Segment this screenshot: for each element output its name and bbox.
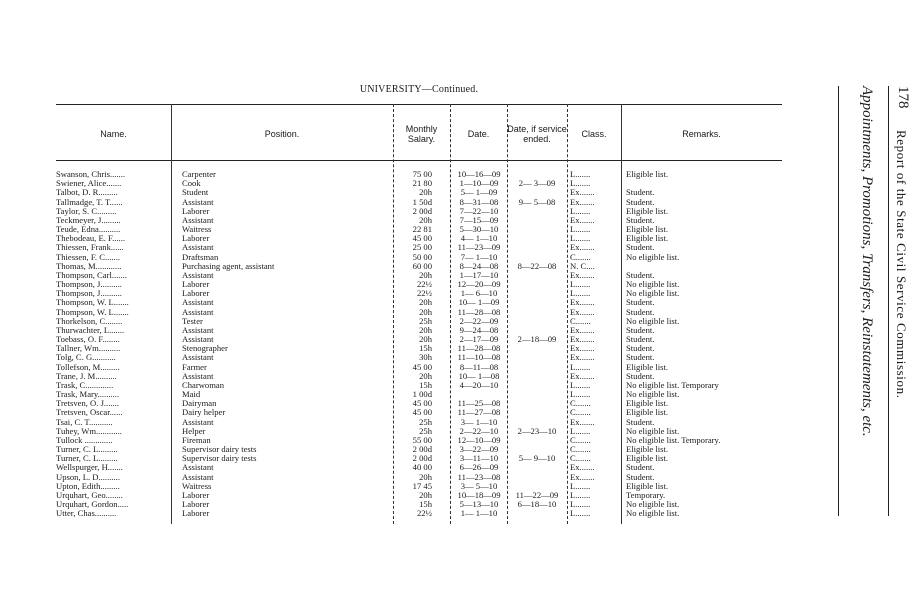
cell-date: 3— 1—10 bbox=[460, 417, 498, 427]
cell-salary: 22 81 bbox=[412, 225, 432, 235]
cell-name: Utter, Chas.......... bbox=[56, 509, 117, 519]
cell-salary: 20h bbox=[419, 298, 432, 308]
cell-remarks: Student. bbox=[626, 344, 655, 354]
cell-ended: 8—22—08 bbox=[517, 261, 557, 271]
cell-remarks: Student. bbox=[626, 463, 655, 473]
header-ended: Date, if service ended. bbox=[507, 124, 567, 144]
cell-remarks: Student. bbox=[626, 307, 655, 317]
cell-class: Ex....... bbox=[570, 353, 595, 363]
cell-class: L....... bbox=[570, 426, 591, 436]
cell-position: Assistant bbox=[182, 243, 214, 253]
cell-salary: 20h bbox=[419, 325, 432, 335]
cell-class: L....... bbox=[570, 362, 591, 372]
cell-class: C....... bbox=[570, 252, 591, 262]
cell-class: Ex....... bbox=[570, 197, 595, 207]
cell-name: Tolg, C. G........... bbox=[56, 353, 116, 363]
header-name: Name. bbox=[100, 129, 127, 139]
cell-name: Thompson, W. L....... bbox=[56, 298, 129, 308]
cell-class: L....... bbox=[570, 490, 591, 500]
cell-position: Maid bbox=[182, 390, 201, 400]
header-salary: Monthly Salary. bbox=[405, 124, 438, 144]
cell-position: Supervisor dairy tests bbox=[182, 454, 257, 464]
table-row bbox=[56, 500, 782, 509]
table-row bbox=[56, 317, 782, 326]
cell-position: Student bbox=[182, 188, 209, 198]
cell-class: L....... bbox=[570, 289, 591, 299]
cell-date: 3—22—09 bbox=[459, 445, 499, 455]
table-row bbox=[56, 335, 782, 344]
table-row bbox=[56, 179, 782, 188]
cell-salary: 50 00 bbox=[412, 252, 432, 262]
cell-class: Ex....... bbox=[570, 463, 595, 473]
cell-salary: 45 00 bbox=[412, 362, 432, 372]
cell-name: Tallner, Wm.......... bbox=[56, 344, 121, 354]
cell-remarks: No eligible list. bbox=[626, 390, 680, 400]
table-row bbox=[56, 216, 782, 225]
header-rule bbox=[838, 86, 839, 516]
cell-name: Wellspurger, H....... bbox=[56, 463, 123, 473]
cell-date: 1— 6—10 bbox=[460, 289, 498, 299]
cell-position: Assistant bbox=[182, 325, 214, 335]
cell-salary: 22½ bbox=[416, 280, 432, 290]
table-row bbox=[56, 353, 782, 362]
cell-salary: 20h bbox=[419, 335, 432, 345]
running-header bbox=[793, 86, 915, 516]
cell-class: C....... bbox=[570, 408, 591, 418]
table-row bbox=[56, 445, 782, 454]
cell-position: Assistant bbox=[182, 371, 214, 381]
cell-class: L....... bbox=[570, 179, 591, 189]
cell-position: Draftsman bbox=[182, 252, 219, 262]
cell-date: 10—18—09 bbox=[457, 490, 501, 500]
cell-remarks: Eligible list. bbox=[626, 399, 669, 409]
cell-position: Dairy helper bbox=[182, 408, 226, 418]
cell-salary: 25h bbox=[419, 316, 432, 326]
cell-date: 4— 1—10 bbox=[460, 234, 498, 244]
cell-name: Turner, C. L......... bbox=[56, 454, 118, 464]
cell-name: Thompson, W. L....... bbox=[56, 307, 129, 317]
cell-remarks: Eligible list. bbox=[626, 234, 669, 244]
header-rule bbox=[888, 86, 889, 516]
cell-class: Ex....... bbox=[570, 417, 595, 427]
cell-remarks: No eligible list. bbox=[626, 252, 680, 262]
cell-name: Trane, J. M.......... bbox=[56, 371, 117, 381]
table-row bbox=[56, 372, 782, 381]
cell-remarks: Student. bbox=[626, 371, 655, 381]
cell-class: C....... bbox=[570, 316, 591, 326]
report-subtitle: Appointments, Promotions, Transfers, Reinstatements, etc. bbox=[859, 86, 875, 437]
table-row bbox=[56, 418, 782, 427]
cell-remarks: Student. bbox=[626, 472, 655, 482]
cell-remarks: Student. bbox=[626, 335, 655, 345]
header-bottom-rule bbox=[56, 160, 782, 161]
cell-ended: 11—22—09 bbox=[515, 490, 559, 500]
cell-position: Purchasing agent, assistant bbox=[182, 261, 275, 271]
cell-remarks: Student. bbox=[626, 215, 655, 225]
cell-name: Tallmadge, T. T...... bbox=[56, 197, 123, 207]
cell-class: Ex....... bbox=[570, 307, 595, 317]
cell-name: Thompson, Carl....... bbox=[56, 270, 127, 280]
cell-date: 8—31—08 bbox=[459, 197, 499, 207]
cell-date: 11—23—08 bbox=[457, 472, 501, 482]
cell-name: Thiessen, Frank...... bbox=[56, 243, 124, 253]
table-row bbox=[56, 463, 782, 472]
cell-position: Assistant bbox=[182, 353, 214, 363]
cell-class: Ex....... bbox=[570, 188, 595, 198]
cell-name: Swiener, Alice....... bbox=[56, 179, 122, 189]
cell-class: Ex....... bbox=[570, 472, 595, 482]
cell-salary: 2 00d bbox=[412, 206, 432, 216]
cell-position: Laborer bbox=[182, 280, 210, 290]
cell-position: Stenographer bbox=[182, 344, 228, 354]
cell-class: Ex....... bbox=[570, 215, 595, 225]
cell-remarks: No eligible list. bbox=[626, 289, 680, 299]
cell-date: 8—11—08 bbox=[459, 362, 499, 372]
table-caption: UNIVERSITY—Continued. bbox=[359, 84, 479, 95]
table-row bbox=[56, 491, 782, 500]
cell-date: 7—15—09 bbox=[459, 215, 499, 225]
cell-position: Assistant bbox=[182, 335, 214, 345]
cell-ended: 6—18—10 bbox=[517, 500, 557, 510]
cell-salary: 55 00 bbox=[412, 435, 432, 445]
cell-remarks: Eligible list. bbox=[626, 225, 669, 235]
cell-salary: 2 00d bbox=[412, 454, 432, 464]
cell-class: L....... bbox=[570, 234, 591, 244]
cell-date: 9—24—08 bbox=[459, 325, 499, 335]
cell-name: Thebodeau, E. F...... bbox=[56, 234, 126, 244]
cell-class: L....... bbox=[570, 481, 591, 491]
cell-class: Ex....... bbox=[570, 371, 595, 381]
cell-date: 11—27—08 bbox=[457, 408, 501, 418]
table-row bbox=[56, 473, 782, 482]
cell-name: Tollefson, M......... bbox=[56, 362, 120, 372]
rotated-header bbox=[793, 86, 915, 516]
cell-date: 10— 1—08 bbox=[458, 371, 500, 381]
cell-position: Assistant bbox=[182, 270, 214, 280]
cell-position: Assistant bbox=[182, 197, 214, 207]
cell-position: Dairyman bbox=[182, 399, 217, 409]
cell-class: L....... bbox=[570, 280, 591, 290]
cell-remarks: Student. bbox=[626, 325, 655, 335]
cell-name: Thurwachter, L....... bbox=[56, 325, 125, 335]
cell-name: Tretsven, Oscar...... bbox=[56, 408, 123, 418]
table-row bbox=[56, 408, 782, 417]
cell-salary: 25h bbox=[419, 426, 432, 436]
cell-name: Urquhart, Geo........ bbox=[56, 490, 123, 500]
cell-date: 8—24—08 bbox=[459, 261, 499, 271]
cell-remarks: No eligible list. Temporary. bbox=[626, 435, 721, 445]
cell-remarks: No eligible list. bbox=[626, 280, 680, 290]
table-top-rule bbox=[56, 104, 782, 105]
cell-class: C....... bbox=[570, 399, 591, 409]
cell-salary: 15h bbox=[419, 344, 432, 354]
cell-name: Taylor, S. C......... bbox=[56, 206, 117, 216]
cell-date: 5— 1—09 bbox=[460, 188, 498, 198]
appointments-table bbox=[56, 104, 782, 524]
cell-salary: 20h bbox=[419, 270, 432, 280]
cell-remarks: Eligible list. bbox=[626, 481, 669, 491]
table-row bbox=[56, 427, 782, 436]
cell-position: Assistant bbox=[182, 307, 214, 317]
cell-date: 10—16—09 bbox=[457, 170, 501, 179]
header-remarks: Remarks. bbox=[682, 129, 721, 139]
cell-class: L....... bbox=[570, 170, 591, 179]
cell-name: Upson, L. D.......... bbox=[56, 472, 120, 482]
cell-class: L....... bbox=[570, 390, 591, 400]
cell-name: Trask, Mary.......... bbox=[56, 390, 120, 400]
cell-remarks: No eligible list. Temporary bbox=[626, 380, 719, 390]
cell-date: 2—17—09 bbox=[459, 335, 499, 345]
cell-name: Urquhart, Gordon..... bbox=[56, 500, 129, 510]
cell-date: 12—20—09 bbox=[457, 280, 501, 290]
cell-remarks: Student. bbox=[626, 353, 655, 363]
cell-ended: 2— 3—09 bbox=[518, 179, 556, 189]
table-row bbox=[56, 225, 782, 234]
cell-name: Thorkelson, C........ bbox=[56, 316, 123, 326]
cell-name: Swanson, Chris....... bbox=[56, 170, 125, 179]
cell-name: Tsai, C. T........... bbox=[56, 417, 113, 427]
cell-name: Thiessen, F. C....... bbox=[56, 252, 121, 262]
cell-salary: 1 50d bbox=[412, 197, 432, 207]
cell-ended: 2—23—10 bbox=[517, 426, 557, 436]
cell-date: 11—10—08 bbox=[457, 353, 501, 363]
cell-remarks: Eligible list. bbox=[626, 206, 669, 216]
cell-position: Laborer bbox=[182, 206, 210, 216]
cell-date: 1—10—09 bbox=[459, 179, 499, 189]
header-position: Position. bbox=[264, 129, 300, 139]
cell-class: C....... bbox=[570, 445, 591, 455]
table-row bbox=[56, 198, 782, 207]
cell-position: Laborer bbox=[182, 500, 210, 510]
cell-salary: 30h bbox=[419, 353, 432, 363]
cell-remarks: Student. bbox=[626, 243, 655, 253]
cell-salary: 20h bbox=[419, 472, 432, 482]
cell-name: Thompson, J.......... bbox=[56, 289, 122, 299]
cell-date: 3— 5—10 bbox=[460, 481, 498, 491]
cell-position: Laborer bbox=[182, 289, 210, 299]
table-row bbox=[56, 289, 782, 298]
cell-remarks: Student. bbox=[626, 417, 655, 427]
cell-class: C....... bbox=[570, 454, 591, 464]
cell-salary: 20h bbox=[419, 215, 432, 225]
cell-position: Farmer bbox=[182, 362, 207, 372]
table-row bbox=[56, 298, 782, 307]
cell-date: 11—28—08 bbox=[457, 344, 501, 354]
cell-position: Waitress bbox=[182, 225, 212, 235]
cell-salary: 20h bbox=[419, 371, 432, 381]
cell-position: Laborer bbox=[182, 509, 210, 519]
cell-name: Tullock ............. bbox=[56, 435, 113, 445]
cell-remarks: Student. bbox=[626, 270, 655, 280]
cell-remarks: Temporary. bbox=[626, 490, 666, 500]
cell-date: 7—22—10 bbox=[459, 206, 499, 216]
cell-position: Helper bbox=[182, 426, 206, 436]
cell-salary: 45 00 bbox=[412, 399, 432, 409]
cell-name: Thomas, M............ bbox=[56, 261, 122, 271]
cell-salary: 25h bbox=[419, 417, 432, 427]
cell-remarks: No eligible list. bbox=[626, 426, 680, 436]
cell-name: Tretsven, O. J....... bbox=[56, 399, 119, 409]
cell-class: Ex....... bbox=[570, 243, 595, 253]
table-row bbox=[56, 243, 782, 252]
cell-class: Ex....... bbox=[570, 270, 595, 280]
cell-name: Teckmeyer, J......... bbox=[56, 215, 121, 225]
cell-position: Assistant bbox=[182, 417, 214, 427]
cell-position: Assistant bbox=[182, 463, 214, 473]
cell-name: Talbot, D. R......... bbox=[56, 188, 118, 198]
cell-date: 4—20—10 bbox=[459, 380, 499, 390]
cell-name: Toebass, O. F........ bbox=[56, 335, 120, 345]
cell-date: 5—13—10 bbox=[459, 500, 499, 510]
cell-date: 3—11—10 bbox=[459, 454, 499, 464]
cell-remarks: No eligible list. bbox=[626, 500, 680, 510]
cell-class: Ex....... bbox=[570, 325, 595, 335]
cell-class: Ex....... bbox=[570, 335, 595, 345]
cell-remarks: No eligible list. bbox=[626, 316, 680, 326]
cell-salary: 21 80 bbox=[412, 179, 432, 189]
table-row bbox=[56, 170, 782, 179]
cell-date: 11—25—08 bbox=[457, 399, 501, 409]
table-row bbox=[56, 436, 782, 445]
table-row bbox=[56, 344, 782, 353]
cell-name: Thompson, J.......... bbox=[56, 280, 122, 290]
cell-position: Cook bbox=[182, 179, 201, 189]
page-number: 178 bbox=[895, 86, 911, 109]
cell-remarks: Student. bbox=[626, 197, 655, 207]
cell-name: Trask, C............. bbox=[56, 380, 114, 390]
cell-date: 12—10—09 bbox=[457, 435, 501, 445]
cell-position: Carpenter bbox=[182, 170, 216, 179]
cell-ended: 5— 9—10 bbox=[518, 454, 556, 464]
table-row bbox=[56, 234, 782, 243]
cell-salary: 1 00d bbox=[412, 390, 432, 400]
table-row bbox=[56, 399, 782, 408]
cell-class: L....... bbox=[570, 225, 591, 235]
table-row bbox=[56, 271, 782, 280]
table-row bbox=[56, 280, 782, 289]
cell-class: C....... bbox=[570, 435, 591, 445]
cell-date: 6—26—09 bbox=[459, 463, 499, 473]
cell-salary: 40 00 bbox=[412, 463, 432, 473]
cell-salary: 45 00 bbox=[412, 234, 432, 244]
cell-position: Assistant bbox=[182, 472, 214, 482]
cell-position: Supervisor dairy tests bbox=[182, 445, 257, 455]
cell-salary: 45 00 bbox=[412, 408, 432, 418]
header-date: Date. bbox=[467, 129, 490, 139]
table-row bbox=[56, 390, 782, 399]
cell-position: Fireman bbox=[182, 435, 211, 445]
cell-date: 5—30—10 bbox=[459, 225, 499, 235]
report-title: Report of the State Civil Service Commission. bbox=[894, 130, 909, 399]
cell-class: L....... bbox=[570, 500, 591, 510]
table-row bbox=[56, 207, 782, 216]
cell-date: 1—17—10 bbox=[459, 270, 499, 280]
cell-name: Teude, Edna.......... bbox=[56, 225, 121, 235]
table-row bbox=[56, 454, 782, 463]
cell-remarks: Eligible list. bbox=[626, 454, 669, 464]
cell-date: 2—22—10 bbox=[459, 426, 499, 436]
cell-salary: 2 00d bbox=[412, 445, 432, 455]
cell-salary: 75 00 bbox=[412, 170, 432, 179]
cell-salary: 60 00 bbox=[412, 261, 432, 271]
cell-remarks: No eligible list. bbox=[626, 509, 680, 519]
cell-remarks: Student. bbox=[626, 188, 655, 198]
cell-remarks: Eligible list. bbox=[626, 362, 669, 372]
cell-name: Turner, C. L......... bbox=[56, 445, 118, 455]
table-row bbox=[56, 509, 782, 518]
cell-salary: 22½ bbox=[416, 509, 432, 519]
cell-date: 2—22—09 bbox=[459, 316, 499, 326]
cell-date: 11—23—09 bbox=[457, 243, 501, 253]
cell-remarks: Student. bbox=[626, 298, 655, 308]
cell-position: Assistant bbox=[182, 298, 214, 308]
cell-position: Tester bbox=[182, 316, 203, 326]
cell-position: Charwoman bbox=[182, 380, 225, 390]
cell-class: Ex....... bbox=[570, 344, 595, 354]
table-row bbox=[56, 381, 782, 390]
cell-class: L....... bbox=[570, 509, 591, 519]
cell-position: Laborer bbox=[182, 490, 210, 500]
cell-salary: 22½ bbox=[416, 289, 432, 299]
cell-position: Laborer bbox=[182, 234, 210, 244]
cell-salary: 17 45 bbox=[412, 481, 432, 491]
table-row bbox=[56, 326, 782, 335]
table-row bbox=[56, 262, 782, 271]
table-row bbox=[56, 188, 782, 197]
cell-remarks: Eligible list. bbox=[626, 445, 669, 455]
cell-class: L....... bbox=[570, 206, 591, 216]
cell-class: Ex....... bbox=[570, 298, 595, 308]
cell-salary: 20h bbox=[419, 490, 432, 500]
cell-salary: 15h bbox=[419, 380, 432, 390]
cell-name: Upton, Edith......... bbox=[56, 481, 120, 491]
cell-date: 11—28—08 bbox=[457, 307, 501, 317]
table-row bbox=[56, 308, 782, 317]
table-row bbox=[56, 363, 782, 372]
cell-ended: 2—18—09 bbox=[517, 335, 557, 345]
cell-salary: 25 00 bbox=[412, 243, 432, 253]
cell-position: Waitress bbox=[182, 481, 212, 491]
cell-remarks: Eligible list. bbox=[626, 170, 669, 179]
cell-salary: 20h bbox=[419, 307, 432, 317]
cell-date: 7— 1—10 bbox=[460, 252, 498, 262]
cell-date: 1— 1—10 bbox=[460, 509, 498, 519]
table-row bbox=[56, 482, 782, 491]
cell-position: Assistant bbox=[182, 215, 214, 225]
cell-date: 10— 1—09 bbox=[458, 298, 500, 308]
cell-name: Tuhey, Wm............ bbox=[56, 426, 122, 436]
table-row bbox=[56, 253, 782, 262]
cell-salary: 15h bbox=[419, 500, 432, 510]
cell-ended: 9— 5—08 bbox=[518, 197, 556, 207]
cell-salary: 20h bbox=[419, 188, 432, 198]
cell-class: L....... bbox=[570, 380, 591, 390]
header-class: Class. bbox=[581, 129, 607, 139]
cell-class: N. C.... bbox=[570, 261, 595, 271]
cell-remarks: Eligible list. bbox=[626, 408, 669, 418]
